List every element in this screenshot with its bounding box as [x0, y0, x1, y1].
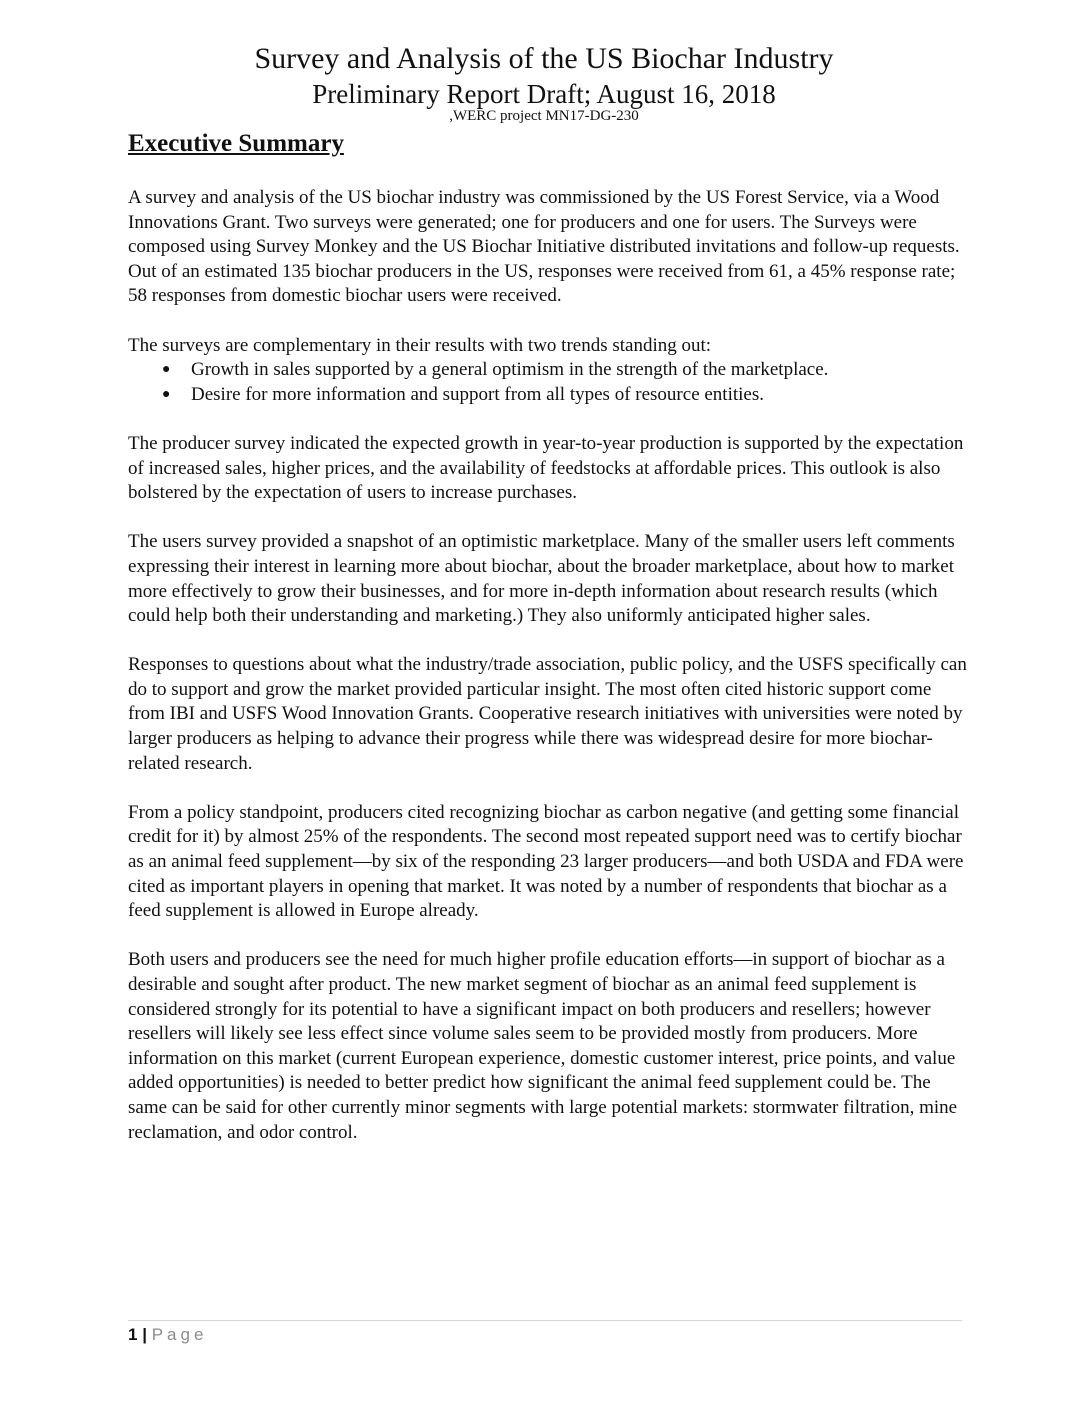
paragraph-users-survey: The users survey provided a snapshot of an optimistic marketplace. Many of the smaller users left comments expressing their interest in learning more about biochar, about the broader marketplace, about how to market more effectively to grow their businesses, and for more in-depth information about research results (which could help both their understanding and marketing.) They also uniformly anticipated higher sales. — [128, 531, 955, 627]
project-id: ,WERC project MN17-DG-230 — [449, 108, 639, 124]
list-item — [128, 383, 968, 408]
paragraph-producer-survey: The producer survey indicated the expected growth in year-to-year production is supported by the expectation of increased sales, higher prices, and the availability of feedstocks at affordable prices. This outlook is also bolstered by the expectation of users to increase purchases. — [128, 432, 964, 504]
paragraph-education-efforts: Both users and producers see the need for much higher profile education efforts—in support of biochar as a desirable and sought after product. The new market segment of biochar as an animal feed supplement is considered strongly for its potential to have a significant impact on both producers and resellers; however resellers will likely see less effect since volume sales seem to be provided mostly from producers. More information on this market (current European experience, domestic customer interest, price points, and value added opportunities) is needed to better predict how significant the animal feed supplement could be. The same can be said for other currently minor segments with large potential markets: stormwater filtration, mine reclamation, and odor control. — [128, 949, 958, 1143]
report-subtitle: Preliminary Report Draft; August 16, 2018 — [312, 79, 776, 109]
footer-divider — [128, 1320, 962, 1321]
bullet-icon: ● — [162, 386, 171, 402]
page-footer — [128, 1324, 207, 1346]
footer-separator: | — [142, 1325, 147, 1344]
list-item — [128, 358, 968, 383]
report-title: Survey and Analysis of the US Biochar Industry — [254, 42, 834, 75]
document-body — [128, 186, 968, 1170]
page-label: Page — [151, 1325, 208, 1344]
list-item-text: Growth in sales supported by a general optimism in the strength of the marketplace. — [191, 359, 829, 381]
trends-list — [128, 358, 968, 407]
paragraph-trends-intro: The surveys are complementary in their results with two trends standing out: — [128, 334, 712, 356]
page-number: 1 — [128, 1325, 138, 1344]
list-item-text: Desire for more information and support from all types of resource entities. — [191, 383, 764, 405]
bullet-icon: ● — [162, 362, 171, 378]
section-heading: Executive Summary — [128, 130, 344, 157]
paragraph-policy-standpoint: From a policy standpoint, producers cited recognizing biochar as carbon negative (and getting some financial credit for it) by almost 25% of the respondents. The second most repeated support need was to certify biochar as an animal feed supplement—by six of the responding 23 larger producers—and both USDA and FDA were cited as important players in opening that market. It was noted by a number of respondents that biochar as a feed supplement is allowed in Europe already. — [128, 801, 964, 922]
paragraph-support-responses: Responses to questions about what the industry/trade association, public policy, and the USFS specifically can do to support and grow the market provided particular insight. The most often cited historic support come from IBI and USFS Wood Innovation Grants. Cooperative research initiatives with universities were noted by larger producers as helping to advance their progress while there was widespread desire for more biochar-related research. — [128, 654, 967, 774]
paragraph-survey-overview: A survey and analysis of the US biochar industry was commissioned by the US Forest Service, via a Wood Innovations Grant. Two surveys were generated; one for producers and one for users. The Surveys were composed using Survey Monkey and the US Biochar Initiative distributed invitations and follow-up requests. Out of an estimated 135 biochar producers in the US, responses were received from 61, a 45% response rate; 58 responses from domestic biochar users were received. — [128, 187, 960, 307]
